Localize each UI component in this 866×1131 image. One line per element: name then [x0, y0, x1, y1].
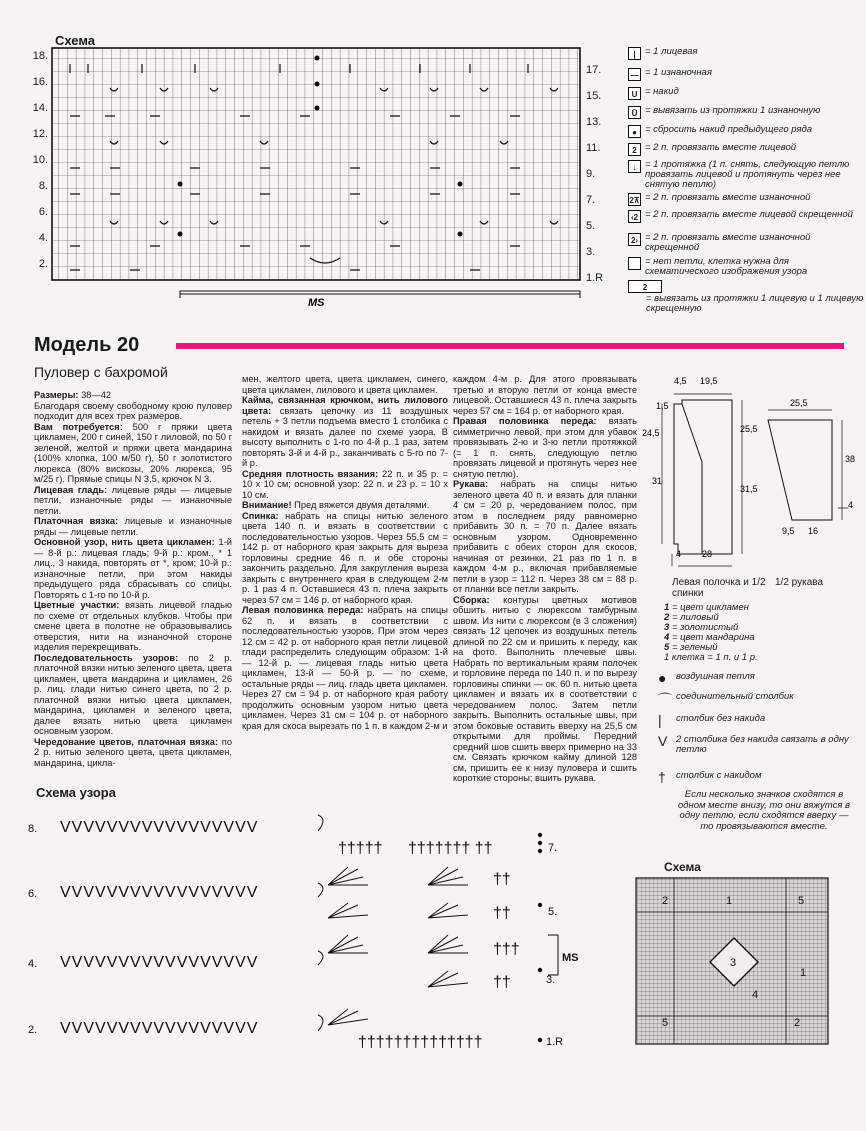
sleeve-bottom-left: 9,5	[782, 526, 795, 536]
grid-label-1: 1	[800, 967, 807, 979]
row-num-18: 18.	[32, 50, 48, 62]
crochet-row-num-3: 3.	[546, 974, 556, 986]
crochet-row-num-1r: 1.R	[546, 1036, 564, 1048]
crochet-row-num-6: 6.	[28, 888, 38, 900]
color-legend-item: 4 = цвет мандарина	[664, 632, 755, 643]
para: Правая половинка переда: вязать симметрично левой, при этом для убавок провязывать 2-ю и 3-ю петли протяжкой (= 1 п. снять, следующую петлю провязать лицевой и протянуть через нее снятую петлю).	[453, 416, 637, 479]
color-legend-item: 2 = лиловый	[664, 612, 719, 623]
front-edge: 1,5	[656, 401, 669, 411]
crochet-dc-row: †††	[493, 941, 520, 958]
color-legend	[664, 603, 758, 663]
para: Внимание! Пред вяжется двумя деталями.	[242, 500, 430, 510]
strand-two-icon: 2	[628, 280, 662, 293]
row-num-15: 15.	[586, 90, 602, 102]
crochet-v-row: VVVVVVVVVVVVVVVVV	[60, 819, 259, 836]
para: Основной узор, нить цвета цикламен: 1-й — 8-й р.: лицевая гладь; 9-й р.: кром., * 1 лиц., 3 накида, повторять от *, кром; 10-й р.: изнаночные петли, при этом накиды предыдущего ряда сбрасывать со спицы. Повторять с 1-го по 10-й р.	[34, 537, 232, 600]
front-bottom-left: 4	[676, 549, 682, 559]
para: Вам потребуется: 500 г пряжи цвета цикламен, 200 г синей, 150 г лиловой, по 50 г зеленой, желтой и пряжи цвета мандарина (100% хлопка, 100 м/50 г), 50 г золотистого люрекса (80% вискозы, 20% люрекса, 95 м/25 г). Прямые спицы N 3,5, крючок N 3.	[34, 421, 232, 484]
para: Благодаря своему свободному крою пуловер подходит для всех трех размеров.	[34, 400, 232, 421]
color-legend-item: 5 = зеленый	[664, 642, 718, 653]
sleeve-caption: 1/2 рукава	[775, 577, 824, 588]
row-num-7: 7.	[586, 194, 596, 206]
title-rule	[176, 343, 844, 349]
crochet-dc-row: ††	[493, 871, 511, 888]
para: Последовательность узоров: по 2 р. платочной вязки нитью зеленого цвета, цвета цикламен, цвета мандарина и цикламен, 26 р. лиц. глади нитью синего цвета, по 2 р. платочной вязки нитью цвета цикламен, мандарина, цикламен и зеленого цвета, далее вязать нитью цвета цикламен основным узором.	[34, 652, 232, 736]
crochet-dc-row: †††††	[338, 840, 383, 857]
sleeve-outline	[768, 420, 832, 520]
grid-label-2: 2	[662, 895, 669, 907]
para: Платочная вязка: лицевые и изнаночные ряды — лицевые петли.	[34, 516, 232, 537]
para: Размеры: 38—42	[34, 390, 112, 400]
crochet-v-row: VVVVVVVVVVVVVVVVV	[60, 1020, 259, 1037]
chain-icon: ●	[658, 670, 667, 686]
sc-increase-icon: V	[658, 733, 668, 749]
purl-from-strand-icon: Ū	[628, 106, 641, 119]
knitting-chart	[50, 46, 615, 308]
front-top-right: 19,5	[700, 376, 718, 386]
para: Кайма, связанная крючком, нить лилового цвета: связать цепочку из 11 воздушных петель + 3 петли подъема вместо 1 столбика с накидом и вязать далее по схеме узора. В высоту выполнить с 1-го по 4-й р. 1 раз, затем повторять 3-й и 4-й р., заканчивать с 5-го по 7-й р.	[242, 395, 448, 468]
row-num-11: 11.	[586, 142, 601, 154]
row-num-16: 16.	[32, 76, 48, 88]
para: Левая половинка переда: набрать на спицы 62 п. и вязать в соответствии с последовательностью узоров. При этом через 12 см = 42 р. от наборного края петли лицевой глади распределить следующим образом: 1-й — 12-й р. — лицевая гладь нитью цвета цикламен, 13-й — 50-й р. — по схеме, остальные ряды — лиц. гладь цвета цикламен. Через 27 см = 94 р. от наборного края работу продолжить основным узором нитью цвета цикламен. Через 31 см = 104 р. от наборного края для скоса вырезать по 1 п. в каждом 2-м и	[242, 605, 448, 731]
row-num-2: 2.	[38, 258, 48, 270]
text-column-3	[453, 374, 637, 784]
row-num-6: 6.	[38, 206, 48, 218]
row-num-14: 14.	[32, 102, 48, 114]
strand-icon: ↓	[628, 160, 641, 173]
front-caption: Левая полочка и 1/2 спинки	[672, 577, 766, 599]
front-top-left: 4,5	[674, 376, 687, 386]
para: Сборка: контуры цветных мотивов обшить нитью с люрексом тамбурным швом. Из нити с люрексом (в 3 сложения) связать 12 цепочек из воздушных петель длиной по 22 см и пришить к переду, как на фото. Выполнить плечевые швы. Набрать по вертикальным краям полочек и горловине переда по 140 п. и по вырезу горловины спинки — ок. 60 п. нитью цвета цикламен и вязать их в соответствии с чередованием полос. Затем петли закрыть. Выполнить остальные швы, при этом боковые оставить вверху на 25,5 см открытыми для проймы. Передний средний шов сшить вверх примерно на 33 см. Связать крючком кайму длиной 128 см, пришить ее к низу пуловера и сшить короткие стороны; вшить рукава.	[453, 594, 637, 783]
purl-icon: —	[628, 68, 641, 81]
sleeve-bottom: 16	[808, 526, 819, 536]
crochet-dc-row: ††	[493, 905, 511, 922]
crochet-dc-row: ††††††† ††	[408, 840, 493, 857]
crochet-row-num-2: 2.	[28, 1024, 38, 1036]
front-h-mid: 31	[652, 476, 663, 486]
crochet-dc-row: ††††††††††††††	[358, 1034, 483, 1051]
color-legend-item: 1 = цвет цикламен	[664, 602, 749, 613]
k2tog-icon: 2	[628, 143, 641, 156]
row-num-3: 3.	[586, 246, 596, 258]
text-column-1	[34, 390, 232, 768]
para: Средняя плотность вязания: 22 п. и 35 р. = 10 x 10 см; основной узор: 22 п. и 23 р. = 10 x 10 см.	[242, 468, 448, 500]
empty-cell-icon	[628, 257, 641, 270]
chart-right-row-numbers	[586, 64, 616, 298]
crochet-row-num-7: 7.	[548, 842, 558, 854]
double-crochet-icon: †	[658, 769, 666, 785]
pattern-title: Схема узора	[36, 785, 116, 800]
color-legend-item: 3 = золотистый	[664, 622, 739, 633]
row-num-17: 17.	[586, 64, 602, 76]
slip-stitch-icon: ⌒	[658, 692, 672, 708]
para: Лицевая гладь: лицевые ряды — лицевые петли, изнаночные ряды — изнаночные петли.	[34, 484, 232, 516]
row-num-10: 10.	[32, 154, 48, 166]
front-outline	[674, 400, 732, 554]
grid-label-5: 5	[662, 1017, 669, 1029]
row-num-5: 5.	[586, 220, 596, 232]
cell-note: 1 клетка = 1 п. и 1 р.	[664, 652, 758, 663]
grid-label-3: 3	[730, 957, 737, 969]
grid-label-5: 5	[798, 895, 805, 907]
sleeve-top: 25,5	[790, 398, 808, 408]
crochet-note: Если несколько значков сходятся в одном месте внизу, то они вяжутся в одну петлю, если сходятся вверху — то провязываются вместе.	[677, 789, 851, 832]
para: каждом 4-м р. Для этого провязывать третью и вторую петли от конца вместе лицевой. Оставшиеся 43 п. плеча закрыть через 57 см = 164 р. от наборного края.	[453, 374, 637, 416]
crochet-pattern-chart	[28, 805, 588, 1055]
front-height-left: 24,5	[642, 428, 660, 438]
drop-yo-icon: ●	[628, 125, 641, 138]
single-crochet-icon: |	[658, 712, 662, 728]
front-h-right-top: 25,5	[740, 424, 758, 434]
para: Рукава: набрать на спицы нитью зеленого цвета 40 п. и вязать для планки 4 см = 20 р. чередованием полос, при этом в последнем ряду равномерно прибавить 30 п. = 70 п. Далее вязать основным узором. Одновременно прибавить с обеих сторон для скосов, начиная от резинки, 21 раз по 1 п. в каждом 4-м р., включая прибавляемые петли в узор = 112 п. Через 38 см = 88 р. от планки все петли закрыть.	[453, 479, 637, 594]
crochet-row-num-8: 8.	[28, 823, 38, 835]
row-num-12: 12.	[32, 128, 48, 140]
chart-title: Схема	[55, 33, 96, 48]
crochet-row-num-5: 5.	[548, 906, 558, 918]
para: мен, желтого цвета, цвета цикламен, синего, цвета цикламен, лилового и цвета цикламен.	[242, 374, 448, 395]
sleeve-height: 38	[845, 454, 856, 464]
row-num-13: 13.	[586, 116, 602, 128]
crochet-row-num-4: 4.	[28, 958, 38, 970]
k2tog-tbl-icon: ‹2	[628, 210, 641, 223]
p2tog-tbl-icon: 2›	[628, 233, 641, 246]
sleeve-dim-lines	[768, 410, 848, 520]
para: Цветные участки: вязать лицевой гладью по схеме от отдельных клубков. Чтобы при смене цвета в полотне не образовывались отверстия, нити на изнаночной стороне изделия перекрещивать.	[34, 600, 232, 652]
row-num-1r: 1.R	[586, 272, 604, 284]
crochet-ms-label: MS	[562, 952, 579, 964]
row-num-4: 4.	[38, 232, 48, 244]
knit-icon: |	[628, 47, 641, 60]
text-column-2	[242, 374, 448, 731]
row-num-8: 8.	[38, 180, 48, 192]
grid-label-1: 1	[726, 895, 733, 907]
grid-label-2: 2	[794, 1017, 801, 1029]
chart-left-row-numbers	[14, 50, 48, 284]
row-num-9: 9.	[586, 168, 596, 180]
garment-schematic	[642, 372, 864, 572]
chart-ms-label: MS	[308, 297, 325, 308]
motif-grid	[634, 876, 834, 1048]
crochet-dc-row: ††	[493, 974, 511, 991]
crochet-v-row: VVVVVVVVVVVVVVVVV	[60, 884, 259, 901]
grid-label-4: 4	[752, 989, 759, 1001]
sleeve-side: 4	[848, 500, 854, 510]
grid-title: Схема	[664, 860, 701, 874]
yarn-over-icon: U	[628, 87, 641, 100]
model-title: Модель 20	[34, 334, 140, 356]
p2tog-icon: 2⊼	[628, 193, 641, 206]
para: Спинка: набрать на спицы нитью зеленого цвета 140 п. и вязать в соответствии с последовательностью узоров. Через 55,5 см = 142 р. от наборного края закрыть для выреза горловины средние 46 п. и обе стороны закончить раздельно. Для закругления выреза закрыть с внутреннего края в следующем 2-м р. 1 раз 4 п. Оставшиеся 43 п. плеча закрыть через 57 см = 146 р. от наборного края.	[242, 510, 448, 605]
front-h-right: 31,5	[740, 484, 758, 494]
para: Чередование цветов, платочная вязка: по 2 р. нитью зеленого цвета, цвета цикламен, мандарина, цикла-	[34, 736, 232, 768]
crochet-v-row: VVVVVVVVVVVVVVVVV	[60, 954, 259, 971]
subtitle: Пуловер с бахромой	[34, 364, 168, 380]
front-bottom: 28	[702, 549, 713, 559]
